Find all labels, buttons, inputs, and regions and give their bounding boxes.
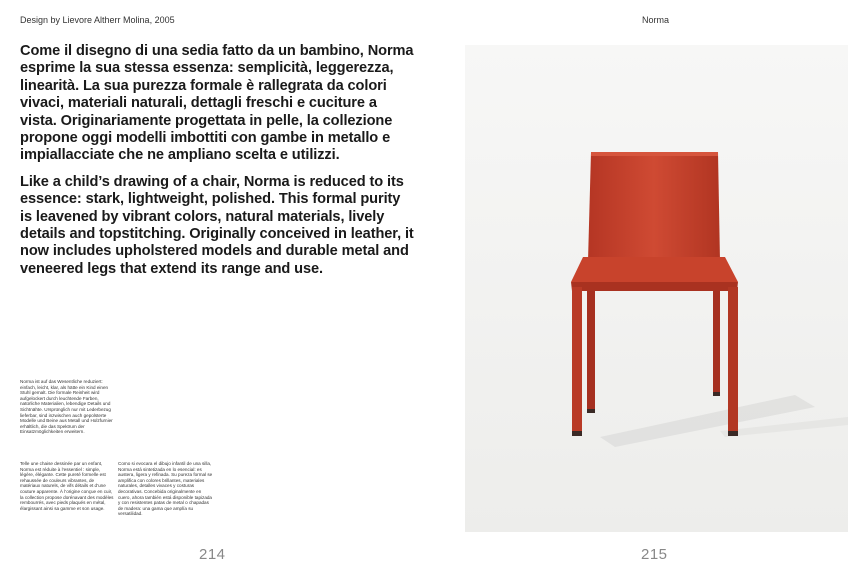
intro-text [20,43,415,287]
page-number-left: 214 [199,546,226,563]
intro-italian: Come il disegno di una sedia fatto da un bambino, Norma esprime la sua stessa essenza: semplicità, leggerezza, linearità. La sua purezza formale è rallegrata da colori vivaci, materiali naturali, dettagli freschi e cuciture a vista. Originariamente progettata in pelle, la collezione propone oggi modelli imbottiti con gambe in metallo e impiallacciate che ne ampliano scelta e utilizzi. [20,43,414,164]
right-page [434,0,868,578]
intro-english: Like a child’s drawing of a chair, Norma is reduced to its essence: stark, lightweight, polished. This formal purity is leavened by vibrant colors, natural materials, lively details and topstitching. Originally conceived in leather, it now includes upholstered models and durable metal and veneered legs that extend its range and use. [20,173,414,277]
text-german: Norma ist auf das Wesentliche reduziert: einfach, leicht, klar, als hätte ein Kind einen Stuhl gemalt. Die formale Reinheit wird aufgelockert durch leuchtende Farben, natürliche Materialien, lebendige Details und Sichtnähte. Ursprünglich nur mit Lederbezug lieferbar, sind inzwischen auch gepolsterte Modelle und Beine aus Metall und Holzfurnier erhältlich, die das Spektrum der Einsatzmöglichkeiten erweitern. [20,379,113,435]
text-french: Telle une chaise dessinée par un enfant, Norma est réduite à l’essentiel : simple, légère, élégante. Cette pureté formelle est rehaussée de couleurs vibrantes, de matériaux naturels, de vifs détails et d’une couture apparente. À l’origine conçue en cuir, la collection propose dorénavant des modèles rembourrés, avec pieds plaqués en métal, élargissant ainsi sa gamme et son usage. [20,461,114,511]
designer-credit: Design by Lievore Altherr Molina, 2005 [20,15,175,25]
chair-photo [465,45,848,532]
product-title: Norma [642,15,670,25]
chair-icon [465,45,848,532]
text-spanish: Como si evocara el dibujo infantil de una silla, Norma está sintetizada en lo esencial: es austera, ligera y refinada. Su pureza formal se amplifica con colores brillantes, materiales naturales, detalles vivaces y costuras decorativas. Concebida originalmente en cuero, ahora también está disponible tapizada y con resistentes patas de metal o chapadas de madera: una gama que amplía su versatilidad. [118,461,213,517]
page-number-right: 215 [641,546,668,563]
